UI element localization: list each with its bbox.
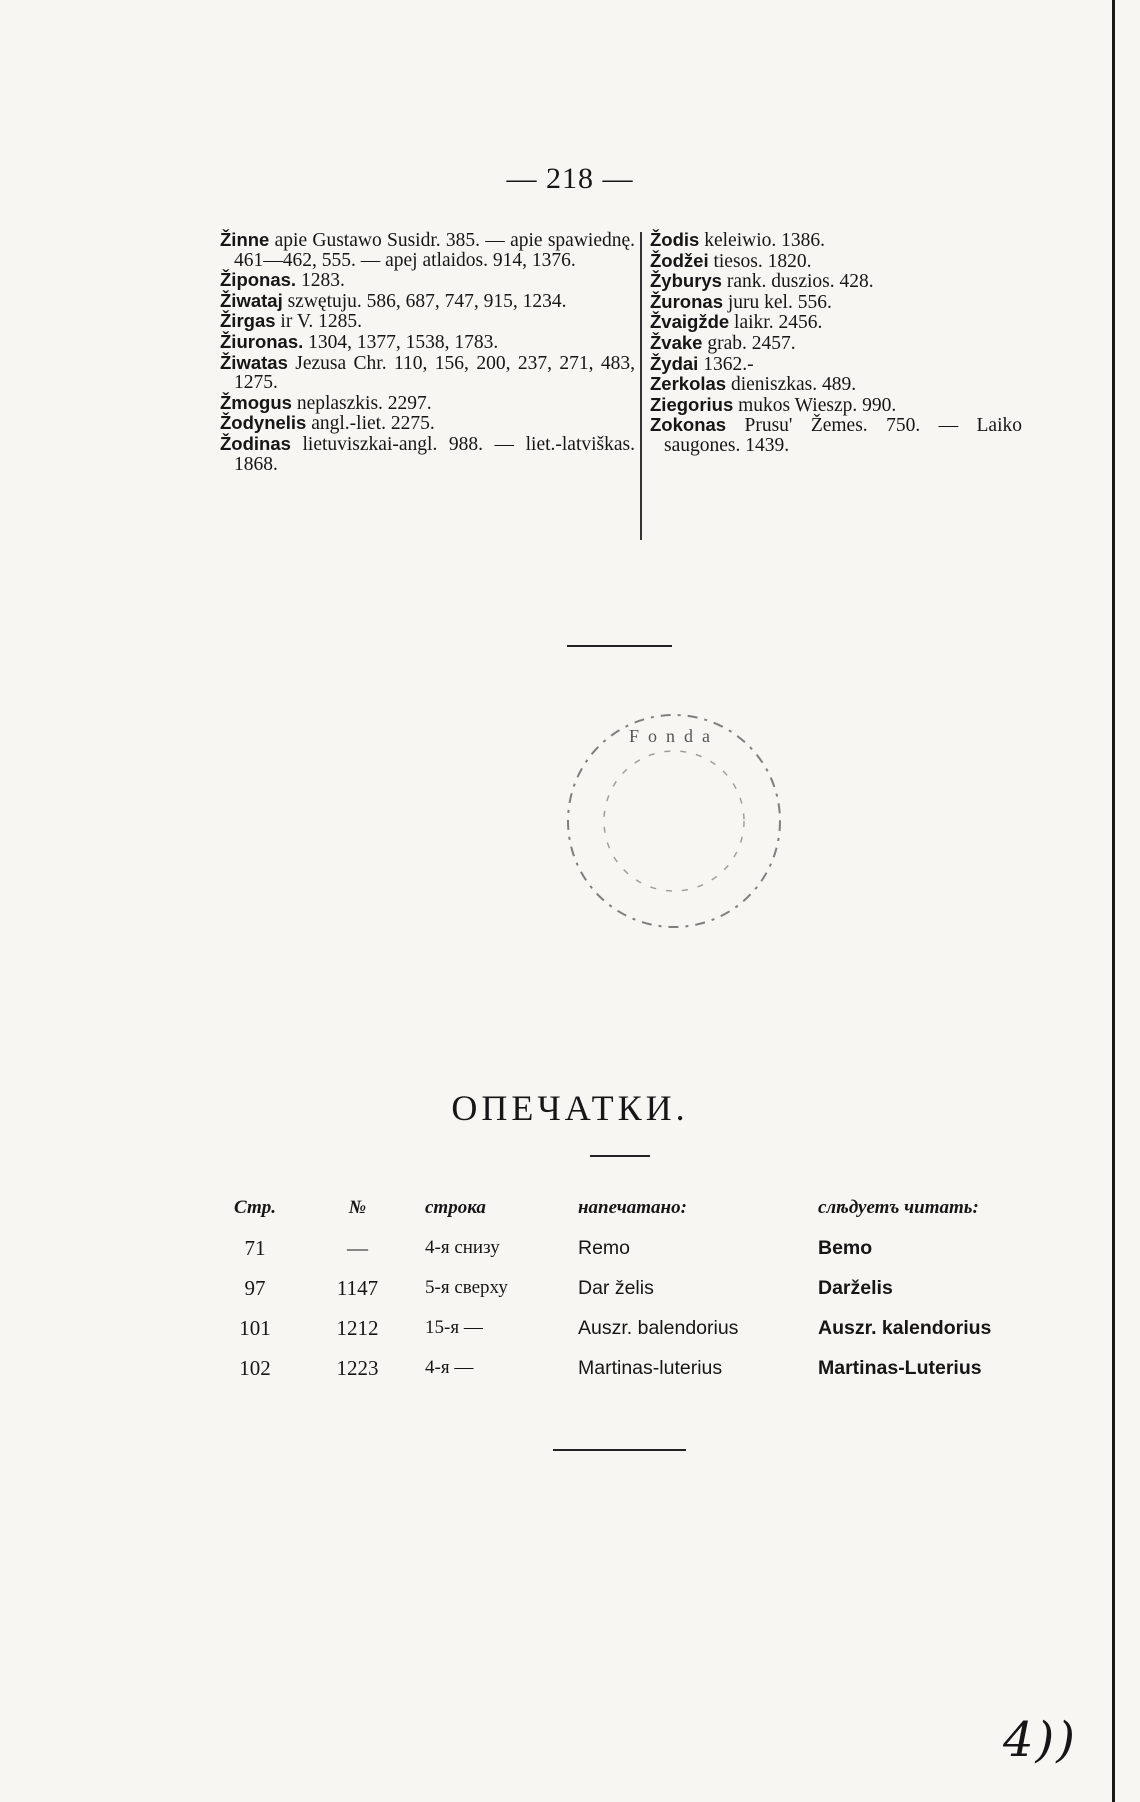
index-entry: Žodžei tiesos. 1820. <box>650 249 812 272</box>
section-divider-rule <box>553 1449 686 1451</box>
index-entry: Žiwatas Jezusa Chr. 110, 156, 200, 237, 271, 483, 1275. <box>220 351 636 394</box>
stamp-text: Fonda <box>629 726 719 746</box>
index-entry: Zerkolas dieniszkas. 489. <box>650 373 857 396</box>
errata-table <box>220 1188 1060 1388</box>
errata-header-row <box>220 1188 1060 1228</box>
errata-row: 71 — 4-я снизу Remo Bemo <box>244 1235 873 1260</box>
index-entry: Žiwataj szwętuju. 586, 687, 747, 915, 1234. <box>220 289 567 312</box>
section-divider-rule <box>567 645 672 647</box>
index-entry: Žinne apie Gustawo Susidr. 385. — apie spawiednę. 461—462, 555. — apej atlaidos. 914, 1376. <box>220 229 636 271</box>
index-column-right <box>650 230 1022 456</box>
index-entry: Žodynelis angl.-liet. 2275. <box>220 412 435 435</box>
errata-title: ОПЕЧАТКИ. <box>451 1088 689 1128</box>
index-entry: Žuronas juru kel. 556. <box>650 290 832 313</box>
index-entry: Zokonas Prusu' Žemes. 750. — Laiko saugones. 1439. <box>650 414 1022 456</box>
index-entry: Žiuronas. 1304, 1377, 1538, 1783. <box>220 330 499 353</box>
header-should-read: слѣдуетъ читать: <box>818 1197 979 1218</box>
index-entry: Žvake grab. 2457. <box>650 331 796 354</box>
index-entry: Žvaigžde laikr. 2456. <box>650 311 823 334</box>
index-entry: Žodis keleiwio. 1386. <box>650 229 825 251</box>
errata-row: 102 1223 4-я — Martinas-luterius Martinas-Luterius <box>239 1355 982 1380</box>
header-page: Стр. <box>234 1197 276 1218</box>
header-printed: напечатано: <box>578 1197 687 1218</box>
index-column-left <box>220 230 635 474</box>
index-entry: Ziegorius mukos Wieszp. 990. <box>650 393 897 416</box>
index-entry: Žodinas lietuviszkai-angl. 988. — liet.-latviškas. 1868. <box>220 432 635 475</box>
header-line: строка <box>425 1197 486 1218</box>
section-divider-rule <box>590 1155 650 1157</box>
header-number: № <box>348 1197 367 1218</box>
index-entry: Žydai 1362.- <box>650 352 754 375</box>
index-entry: Žyburys rank. duszios. 428. <box>650 270 874 293</box>
errata-row: 97 1147 5-я сверху Dar želis Darželis <box>244 1275 893 1300</box>
page-number: — 218 — <box>506 162 634 195</box>
index-entry: Žirgas ir V. 1285. <box>220 310 363 333</box>
page-edge-rule <box>1112 0 1115 1802</box>
column-divider <box>640 232 642 540</box>
index-entry: Žiponas. 1283. <box>220 269 345 292</box>
errata-row: 101 1212 15-я — Auszr. balendorius Auszr. kalendorius <box>239 1315 992 1340</box>
handwritten-mark: 4)) <box>1003 1712 1077 1768</box>
index-entry: Žmogus neplaszkis. 2297. <box>220 391 432 414</box>
library-stamp <box>553 700 795 942</box>
